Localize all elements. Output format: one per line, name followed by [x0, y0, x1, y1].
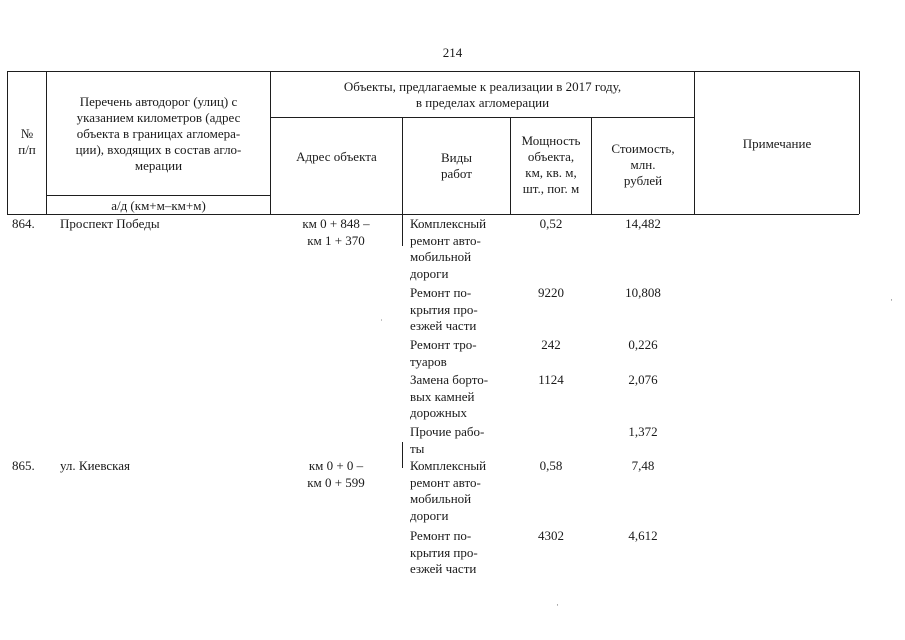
header-road-list: Перечень автодорог (улиц) с указанием километров (адрес объекта в границах агломера- ции), входящих в состав агло- мерации	[75, 94, 242, 173]
work-type: Ремонт по- крытия про- езжей части	[410, 285, 478, 333]
work-cost: 1,372	[628, 424, 658, 439]
page-number: 214	[442, 45, 463, 60]
header-objects-group: Объекты, предлагаемые к реализации в 2017 году, в пределах агломерации	[343, 79, 622, 110]
header-road-format: а/д (км+м–км+м)	[111, 197, 206, 213]
header-number: № п/п	[18, 126, 36, 157]
row-number: 864.	[12, 216, 35, 231]
work-capacity: 4302	[538, 528, 564, 543]
work-cost: 14,482	[625, 216, 661, 231]
row-number: 865.	[12, 458, 35, 473]
work-capacity: 0,58	[539, 458, 563, 473]
work-type: Ремонт по- крытия про- езжей части	[410, 528, 478, 576]
work-type: Комплексный ремонт авто- мобильной дороги	[410, 216, 487, 281]
work-capacity: 9220	[538, 285, 564, 300]
work-type: Замена борто- вых камней дорожных	[410, 372, 489, 420]
work-capacity: 242	[541, 337, 561, 352]
road-name: Проспект Победы	[60, 216, 160, 231]
scan-speck: ·	[556, 600, 559, 610]
work-cost: 7,48	[631, 458, 655, 473]
work-type: Ремонт тро- туаров	[410, 337, 477, 369]
header-cost: Стоимость, млн. рублей	[611, 141, 675, 188]
scan-speck: ·	[890, 295, 893, 305]
work-cost: 10,808	[625, 285, 661, 300]
work-type: Прочие рабо- ты	[410, 424, 485, 456]
work-capacity: 0,52	[539, 216, 563, 231]
header-work-types: Виды работ	[441, 150, 472, 181]
scan-speck: ˙	[380, 318, 383, 328]
header-address: Адрес объекта	[296, 149, 377, 164]
header-capacity: Мощность объекта, км, кв. м, шт., пог. м	[521, 133, 581, 196]
work-cost: 2,076	[628, 372, 658, 387]
header-note: Примечание	[742, 136, 812, 151]
object-address: км 0 + 0 – км 0 + 599	[307, 458, 365, 490]
work-type: Комплексный ремонт авто- мобильной дороги	[410, 458, 487, 523]
work-cost: 4,612	[628, 528, 658, 543]
road-name: ул. Киевская	[60, 458, 131, 473]
work-cost: 0,226	[628, 337, 658, 352]
object-address: км 0 + 848 – км 1 + 370	[302, 216, 370, 248]
work-capacity: 1124	[538, 372, 564, 387]
